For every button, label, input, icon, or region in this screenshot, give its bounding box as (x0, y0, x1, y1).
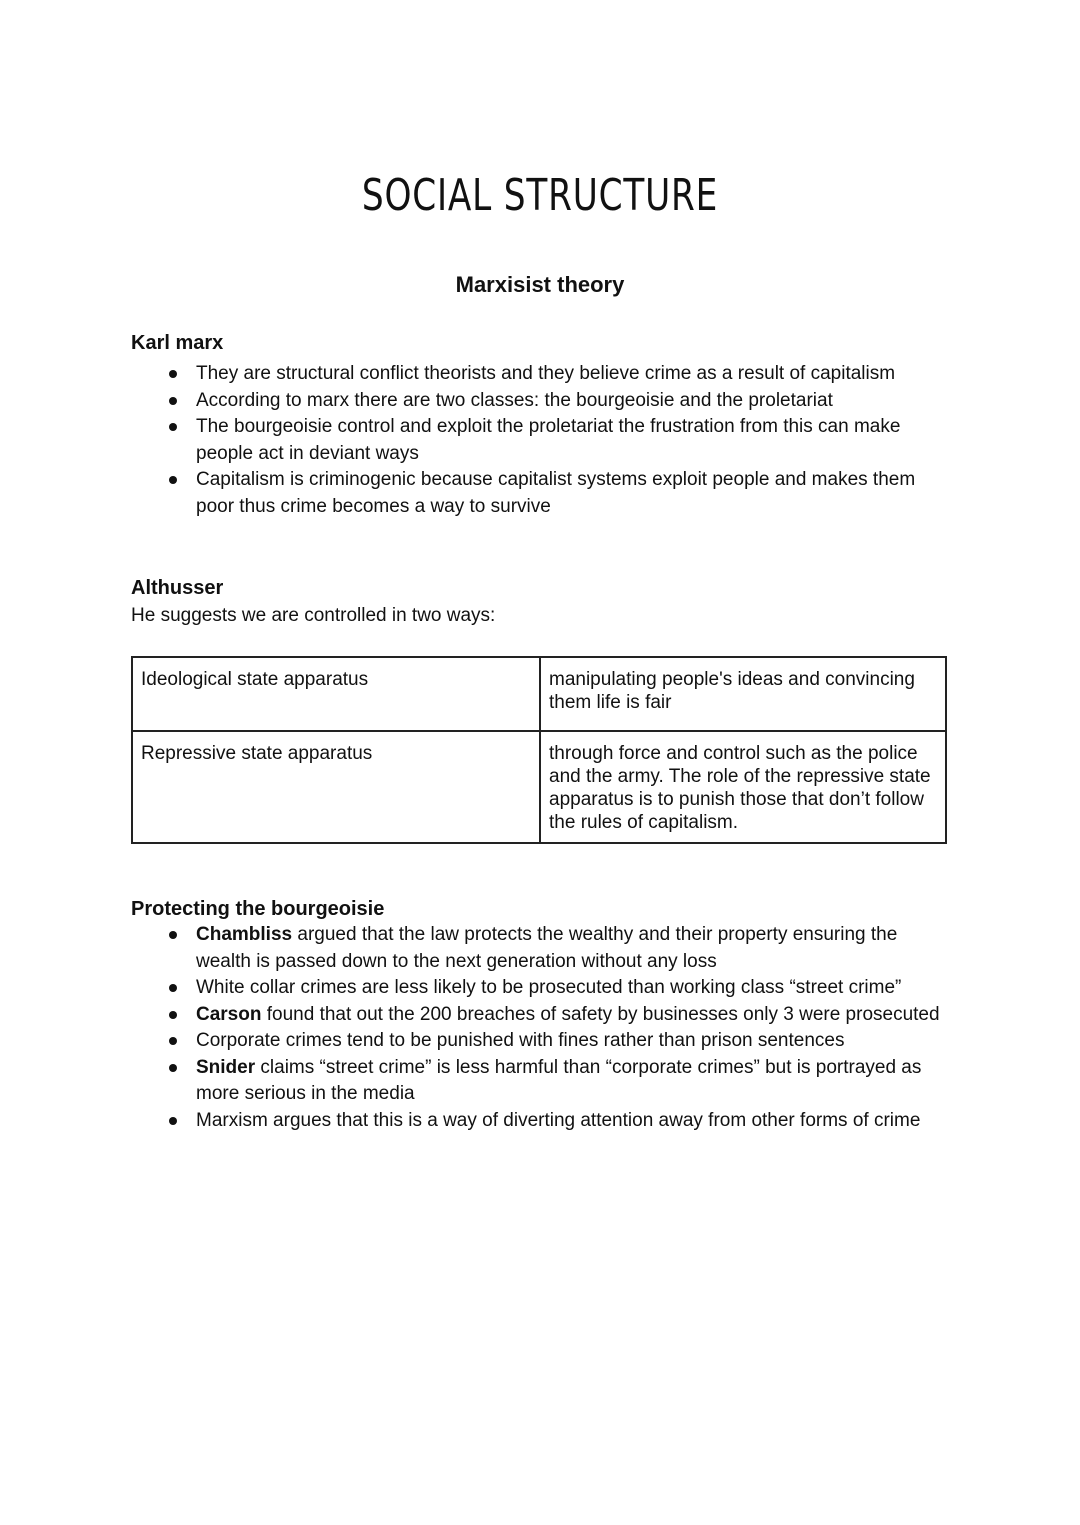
page-title: SOCIAL STRUCTURE (361, 170, 719, 221)
table-cell-definition: through force and control such as the police and the army. The role of the repressive state apparatus is to punish those that don’t follow the rules of capitalism. (540, 731, 946, 843)
bullet-icon (169, 1011, 177, 1019)
protecting-bourgeoisie-section (131, 896, 951, 1134)
list-item (131, 922, 951, 975)
table-row (132, 731, 946, 843)
bullet-icon (169, 397, 177, 405)
bullet-text: The bourgeoisie control and exploit the proletariat the frustration from this can make people act in deviant ways (196, 416, 901, 464)
list-item (131, 1002, 951, 1029)
karl-marx-section (131, 330, 951, 520)
bullet-text: Capitalism is criminogenic because capitalist systems exploit people and makes them poor thus crime becomes a way to survive (196, 469, 916, 517)
bullet-bold-name: Carson (196, 1003, 262, 1025)
althusser-heading: Althusser (131, 577, 224, 599)
bullet-icon (169, 1037, 177, 1045)
list-item (131, 1055, 951, 1108)
bullet-icon (169, 1117, 177, 1125)
page-subtitle: Marxisist theory (455, 272, 625, 297)
bullet-icon (169, 476, 177, 484)
bullet-text: White collar crimes are less likely to be prosecuted than working class “street crime” (196, 977, 902, 998)
bullet-bold-name: Chambliss (196, 924, 293, 945)
table-cell-definition: manipulating people's ideas and convincing them life is fair (540, 657, 946, 731)
bullet-text: Corporate crimes tend to be punished with fines rather than prison sentences (196, 1030, 845, 1051)
bullet-text: found that out the 200 breaches of safety by businesses only 3 were prosecuted (261, 1003, 940, 1025)
list-item (131, 1028, 951, 1055)
protecting-bullet-list (131, 922, 951, 1134)
bullet-icon (169, 1064, 177, 1072)
table-cell-term: Ideological state apparatus (132, 657, 540, 731)
bullet-text: They are structural conflict theorists and they believe crime as a result of capitalism (196, 363, 896, 384)
table-row (132, 657, 946, 731)
karl-marx-heading: Karl marx (131, 332, 224, 354)
althusser-section (131, 575, 951, 629)
bullet-bold-name: Snider (196, 1056, 256, 1078)
karl-marx-bullet-list (131, 361, 951, 520)
bullet-icon (169, 370, 177, 378)
list-item (131, 975, 951, 1002)
bullet-text: claims “street crime” is less harmful than “corporate crimes” but is portrayed as more serious in the media (196, 1056, 922, 1104)
bullet-text: Marxism argues that this is a way of diverting attention away from other forms of crime (196, 1109, 921, 1131)
list-item (131, 414, 951, 467)
list-item (131, 388, 951, 415)
bullet-icon (169, 423, 177, 431)
state-apparatus-table (131, 656, 947, 844)
protecting-bourgeoisie-heading: Protecting the bourgeoisie (131, 898, 385, 920)
list-item (131, 1108, 951, 1135)
bullet-text: argued that the law protects the wealthy and their property ensuring the wealth is passed down to the next generation without any loss (196, 924, 898, 972)
bullet-icon (169, 931, 177, 939)
list-item (131, 467, 951, 520)
bullet-text: According to marx there are two classes: the bourgeoisie and the proletariat (196, 389, 833, 411)
list-item (131, 361, 951, 388)
bullet-icon (169, 984, 177, 992)
table-cell-term: Repressive state apparatus (132, 731, 540, 843)
althusser-intro: He suggests we are controlled in two ways: (131, 605, 496, 626)
